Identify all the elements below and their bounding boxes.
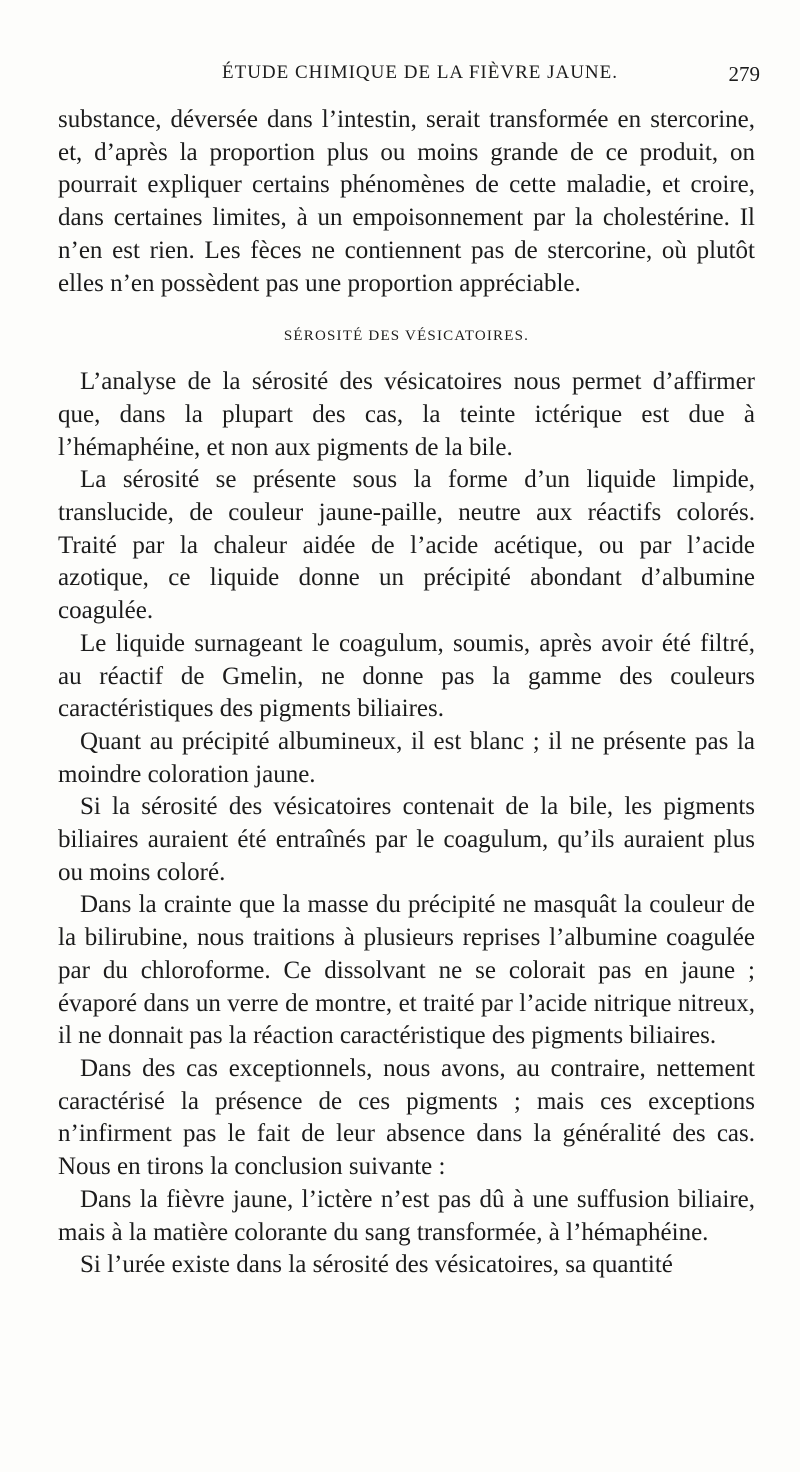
page-header	[60, 62, 760, 92]
body-text	[58, 104, 755, 1282]
paragraph: Dans la crainte que la masse du précipité ne masquât la couleur de la bilirubine, nous traitions à plusieurs reprises l’albumine coagulée par du chloroforme. Ce dissolvant ne se colorait pas en jaune ; évaporé dans un verre de montre, et traité par l’acide nitrique nitreux, il ne donnait pas la réaction caractéristique des pigments biliaires.	[58, 891, 755, 1050]
paragraph: Le liquide surnageant le coagulum, soumis, après avoir été filtré, au réactif de Gmelin, ne donne pas la gamme des couleurs caractéristiques des pigments biliaires.	[58, 629, 755, 723]
page-number: 279	[728, 62, 760, 86]
paragraph: Dans des cas exceptionnels, nous avons, au contraire, nettement caractérisé la présence de ces pigments ; mais ces exceptions n’infirment pas le fait de leur absence dans la généralité des cas. Nous en tirons la conclusion suivante :	[58, 1054, 755, 1181]
paragraph: L’analyse de la sérosité des vésicatoires nous permet d’affirmer que, dans la plupart des cas, la teinte ictérique est due à l’hémaphéine, et non aux pigments de la bile.	[58, 368, 755, 461]
paragraph-continuation: substance, déversée dans l’intestin, serait transformée en stercorine, et, d’après la proportion plus ou moins grande de ce produit, on pourrait expliquer certains phénomènes de cette maladie, et croire, dans certaines limites, à un empoisonnement par la cholestérine. Il n’en est rien. Les fèces ne contiennent pas de stercorine, où plutôt elles n’en possèdent pas une proportion appréciable.	[58, 106, 755, 297]
paragraph: Si l’urée existe dans la sérosité des vésicatoires, sa quantité	[80, 1251, 673, 1279]
paragraph: Dans la fièvre jaune, l’ictère n’est pas dû à une suffusion biliaire, mais à la matière colorante du sang transformée, à l’hémaphéine.	[58, 1185, 755, 1246]
section-heading: SÉROSITÉ DES VÉSICATOIRES.	[283, 328, 530, 345]
paragraph: La sérosité se présente sous la forme d’un liquide limpide, translucide, de couleur jaune-paille, neutre aux réactifs colorés. Traité par la chaleur aidée de l’acide acétique, ou par l’acide azotique, ce liquide donne un précipité abondant d’albumine coagulée.	[58, 466, 755, 625]
paragraph: Quant au précipité albumineux, il est blanc ; il ne présente pas la moindre coloration jaune.	[58, 727, 755, 788]
running-head: ÉTUDE CHIMIQUE DE LA FIÈVRE JAUNE.	[221, 62, 619, 83]
paragraph: Si la sérosité des vésicatoires contenait de la bile, les pigments biliaires auraient été entraînés par le coagulum, qu’ils auraient plus ou moins coloré.	[58, 793, 755, 886]
